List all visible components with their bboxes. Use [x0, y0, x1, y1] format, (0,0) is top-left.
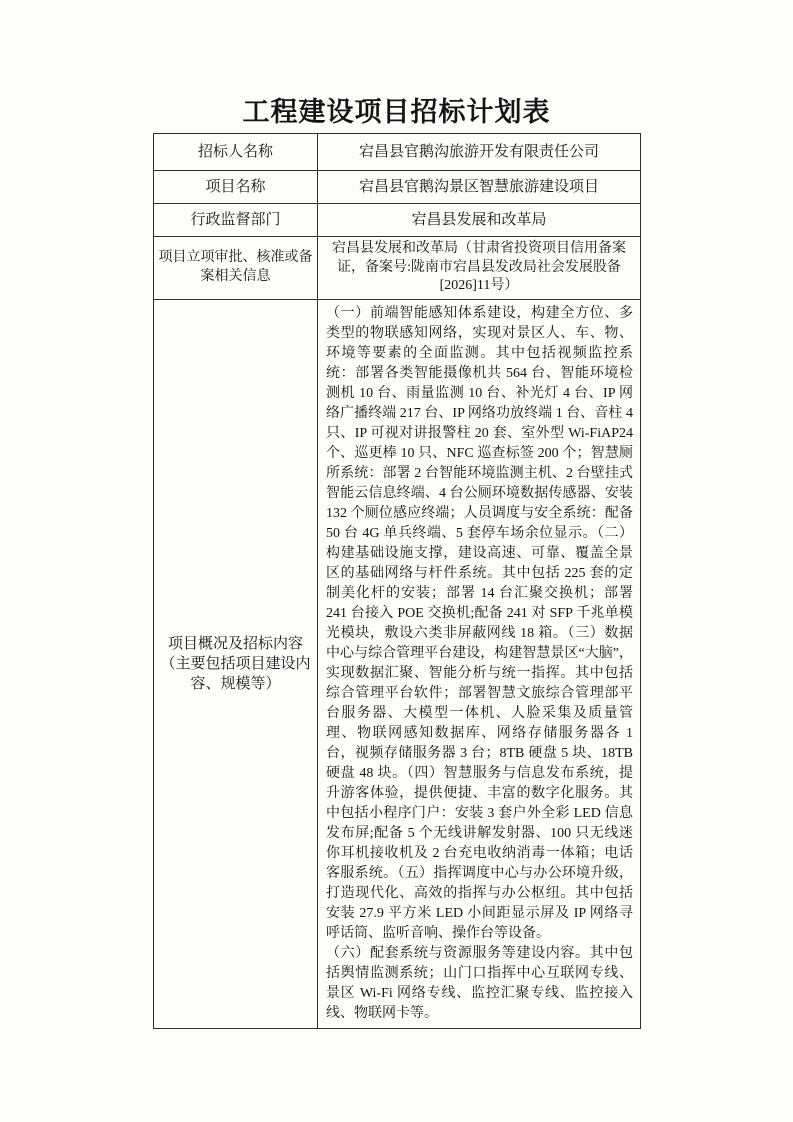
- table-row-supervision-dept: [154, 204, 641, 237]
- table-row-bidder-name: [154, 134, 641, 171]
- document-title: 工程建设项目招标计划表: [242, 97, 551, 127]
- table-row-project-overview: [154, 300, 641, 1029]
- bidder-name-value: 宕昌县官鹅沟旅游开发有限责任公司: [318, 134, 641, 171]
- supervision-dept-label: 行政监督部门: [154, 204, 318, 237]
- filing-info-value: 宕昌县发展和改革局（甘肃省投资项目信用备案证，备案号:陇南市宕昌县发改局社会发展股备[2026]11号）: [318, 237, 641, 300]
- filing-info-label: 项目立项审批、核准或备案相关信息: [154, 237, 318, 300]
- project-overview-value: [318, 300, 641, 1029]
- project-name-label: 项目名称: [154, 171, 318, 204]
- project-overview-label: 项目概况及招标内容（主要包括项目建设内容、规模等）: [154, 300, 318, 1029]
- project-name-value: 宕昌县官鹅沟景区智慧旅游建设项目: [318, 171, 641, 204]
- overview-paragraph-1: （一）前端智能感知体系建设，构建全方位、多类型的物联感知网络，实现对景区人、车、物、环境等要素的全面监测。其中包括视频监控系统：部署各类智能摄像机共 564 台、智能环境检测机 10 台、雨量监测 10 台、补光灯 4 台、IP 网络广播终端 217 台、IP 网络功放终端 1 台、音柱 4 只、IP 可视对讲报警柱 20 套、室外型 Wi-FiAP24 个、巡更棒 10 只、NFC 巡查标签 200 个；智慧厕所系统：部署 2 台智能环境监测主机、2 台壁挂式智能云信息终端、4 台公厕环境数据传感器、安装 132 个厕位感应终端；人员调度与安全系统：配备 50 台 4G 单兵终端、5 套停车场余位显示。（二）构建基础设施支撑，建设高速、可靠、覆盖全景区的基础网络与杆件系统。其中包括 225 套的定制美化杆的安装；部署 14 台汇聚交换机；部署 241 台接入 POE 交换机;配备 241 对 SFP 千兆单模光模块，敷设六类非屏蔽网线 18 箱。（三）数据中心与综合管理平台建设，构建智慧景区“大脑”，实现数据汇聚、智能分析与统一指挥。其中包括综合管理平台软件；部署智慧文旅综合管理部平台服务器、大模型一体机、人脸采集及质量管理、物联网感知数据库、网络存储服务器各 1 台，视频存储服务器 3 台；8TB 硬盘 5 块、18TB 硬盘 48 块。（四）智慧服务与信息发布系统，提升游客体验，提供便捷、丰富的数字化服务。其中包括小程序门户：安装 3 套户外全彩 LED 信息发布屏;配备 5 个无线讲解发射器、100 只无线迷你耳机接收机及 2 台充电收纳消毒一体箱；电话客服系统。（五）指挥调度中心与办公环境升级，打造现代化、高效的指挥与办公枢纽。其中包括安装 27.9 平方米 LED 小间距显示屏及 IP 网络寻呼话筒、监听音响、操作台等设备。: [326, 306, 633, 941]
- overview-paragraph-2: （六）配套系统与资源服务等建设内容。其中包括舆情监测系统；山门口指挥中心互联网专线、景区 Wi-Fi 网络专线、监控汇聚专线、监控接入线、物联网卡等。: [326, 946, 633, 1021]
- bidder-name-label: 招标人名称: [154, 134, 318, 171]
- supervision-dept-value: 宕昌县发展和改革局: [318, 204, 641, 237]
- table-row-project-name: [154, 171, 641, 204]
- table-row-filing-info: [154, 237, 641, 300]
- bid-plan-table: [153, 133, 641, 1029]
